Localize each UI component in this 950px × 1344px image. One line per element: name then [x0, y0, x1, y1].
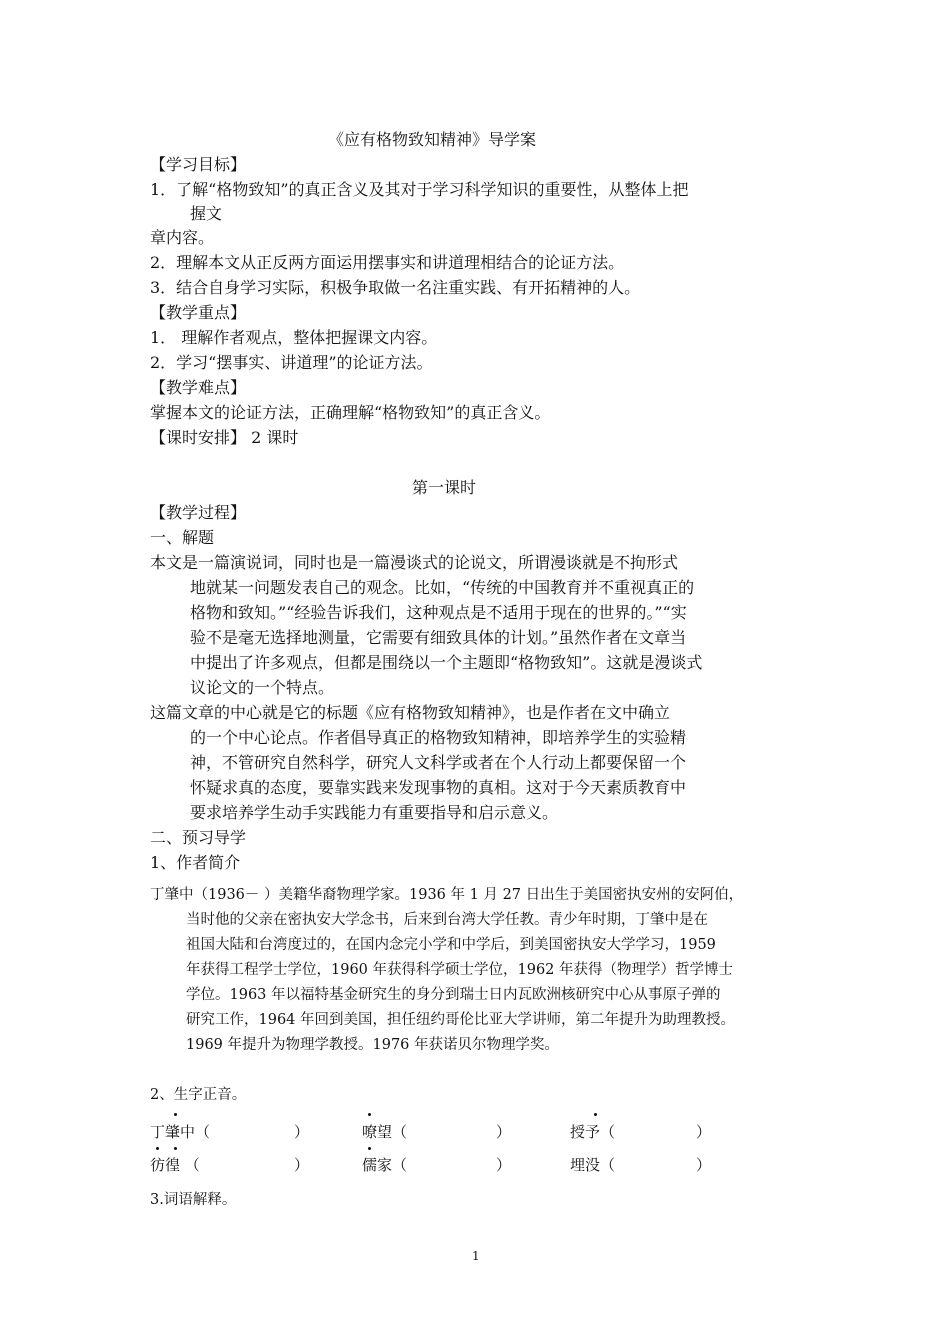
- para1-line: 地就某一问题发表自己的观念。比如，“传统的中国教育并不重视真正的: [190, 578, 695, 597]
- pronounce-close: ）: [496, 1123, 512, 1141]
- section-1-heading: 一、解题: [150, 528, 215, 547]
- bio-line: 1969 年提升为物理学教授。1976 年获诺贝尔物理学奖。: [186, 1037, 560, 1053]
- pronounce-item: [362, 1155, 407, 1175]
- pronounce-word: 埋没（: [570, 1156, 616, 1174]
- bio-line: 年获得工程学士学位，1960 年获得科学硕士学位，1962 年获得（物理学）哲学博士: [186, 962, 734, 978]
- pronounce-item: [150, 1155, 200, 1175]
- para2-line: 的一个中心论点。作者倡导真正的格物致知精神，即培养学生的实验精: [190, 728, 687, 747]
- key-point-1: 1． 理解作者观点，整体把握课文内容。: [150, 328, 438, 347]
- objective-2: 2．理解本文从正反两方面运用摆事实和讲道理相结合的论证方法。: [150, 253, 625, 272]
- emphasis-dot: [156, 1147, 159, 1150]
- difficult-point-1: 掌握本文的论证方法，正确理解“格物致知”的真正含义。: [150, 403, 551, 422]
- emphasis-dot: [174, 1147, 177, 1150]
- emphasis-dot: [368, 1147, 371, 1150]
- section-2-heading: 二、预习导学: [150, 828, 247, 847]
- emphasis-dot: [174, 1113, 177, 1116]
- bio-line: 研究工作，1964 年回到美国，担任纽约哥伦比亚大学讲师，第二年提升为助理教授。: [186, 1012, 736, 1028]
- para1-line: 议论文的一个特点。: [190, 678, 335, 697]
- key-points-header: 【教学重点】: [150, 303, 247, 322]
- pronounce-item: [150, 1122, 210, 1142]
- objective-1a: 1．了解“格物致知”的真正含义及其对于学习科学知识的重要性，从整体上把: [150, 180, 689, 199]
- pronounce-word: 嘹望（: [362, 1123, 408, 1141]
- bio-line: 当时他的父亲在密执安大学念书，后来到台湾大学任教。青少年时期，丁肇中是在: [186, 912, 708, 928]
- emphasis-dot: [594, 1113, 597, 1116]
- sub-heading-author: 1、作者简介: [150, 853, 241, 872]
- sub-heading-vocabulary: 3.词语解释。: [150, 1192, 237, 1208]
- pronounce-item: [570, 1155, 615, 1175]
- page-title: 《应有格物致知精神》导学案: [328, 130, 537, 149]
- pronounce-item: [362, 1122, 407, 1142]
- pronounce-close: ）: [496, 1156, 512, 1174]
- para1-line: 中提出了许多观点，但都是围绕以一个主题即“格物致知”。这就是漫谈式: [190, 653, 703, 672]
- para1-line: 本文是一篇演说词，同时也是一篇漫谈式的论说文，所谓漫谈就是不拘形式: [150, 553, 679, 572]
- objectives-header: 【学习目标】: [150, 155, 247, 174]
- para1-line: 格物和致知。”“经验告诉我们，这种观点是不适用于现在的世界的。”“实: [190, 603, 687, 622]
- pronounce-word: 授予（: [570, 1123, 616, 1141]
- difficult-points-header: 【教学难点】: [150, 378, 247, 397]
- pronounce-close: ）: [696, 1156, 712, 1174]
- objective-1c: 章内容。: [150, 228, 215, 247]
- para1-line: 验不是毫无选择地测量，它需要有细致具体的计划。”虽然作者在文章当: [190, 628, 687, 647]
- key-point-2: 2．学习“摆事实、讲道理”的论证方法。: [150, 353, 433, 372]
- objective-1b: 握文: [190, 204, 223, 223]
- pronounce-close: ）: [696, 1123, 712, 1141]
- pronounce-word: 儒家（: [362, 1156, 408, 1174]
- objective-3: 3．结合自身学习实际，积极争取做一名注重实践、有开拓精神的人。: [150, 278, 641, 297]
- bio-line: 丁肇中（1936－ ）美籍华裔物理学家。1936 年 1 月 27 日出生于美国密执安州的安阿伯，: [150, 887, 744, 903]
- pronounce-word: 丁肇中（: [150, 1123, 211, 1141]
- emphasis-dot: [368, 1113, 371, 1116]
- para2-line: 要求培养学生动手实践能力有重要指导和启示意义。: [190, 803, 559, 822]
- lesson-title: 第一课时: [412, 478, 477, 497]
- pronounce-item: [570, 1122, 615, 1142]
- sub-heading-pronunciation: 2、生字正音。: [150, 1087, 247, 1103]
- para2-line: 神，不管研究自然科学，研究人文科学或者在个人行动上都要保留一个: [190, 753, 687, 772]
- pronounce-close: ）: [294, 1123, 310, 1141]
- process-header: 【教学过程】: [150, 503, 247, 522]
- para2-line: 怀疑求真的态度，要靠实践来发现事物的真相。这对于今天素质教育中: [190, 778, 687, 797]
- schedule: 【课时安排】 2 课时: [150, 428, 299, 447]
- bio-line: 祖国大陆和台湾度过的，在国内念完小学和中学后，到美国密执安大学学习，1959: [186, 937, 716, 953]
- pronounce-word: 彷徨 （: [150, 1156, 200, 1174]
- para2-line: 这篇文章的中心就是它的标题《应有格物致知精神》，也是作者在文中确立: [150, 703, 671, 722]
- bio-line: 学位。1963 年以福特基金研究生的身分到瑞士日内瓦欧洲核研究中心从事原子弹的: [186, 987, 721, 1003]
- pronounce-close: ）: [294, 1156, 310, 1174]
- page-number: 1: [472, 1249, 480, 1263]
